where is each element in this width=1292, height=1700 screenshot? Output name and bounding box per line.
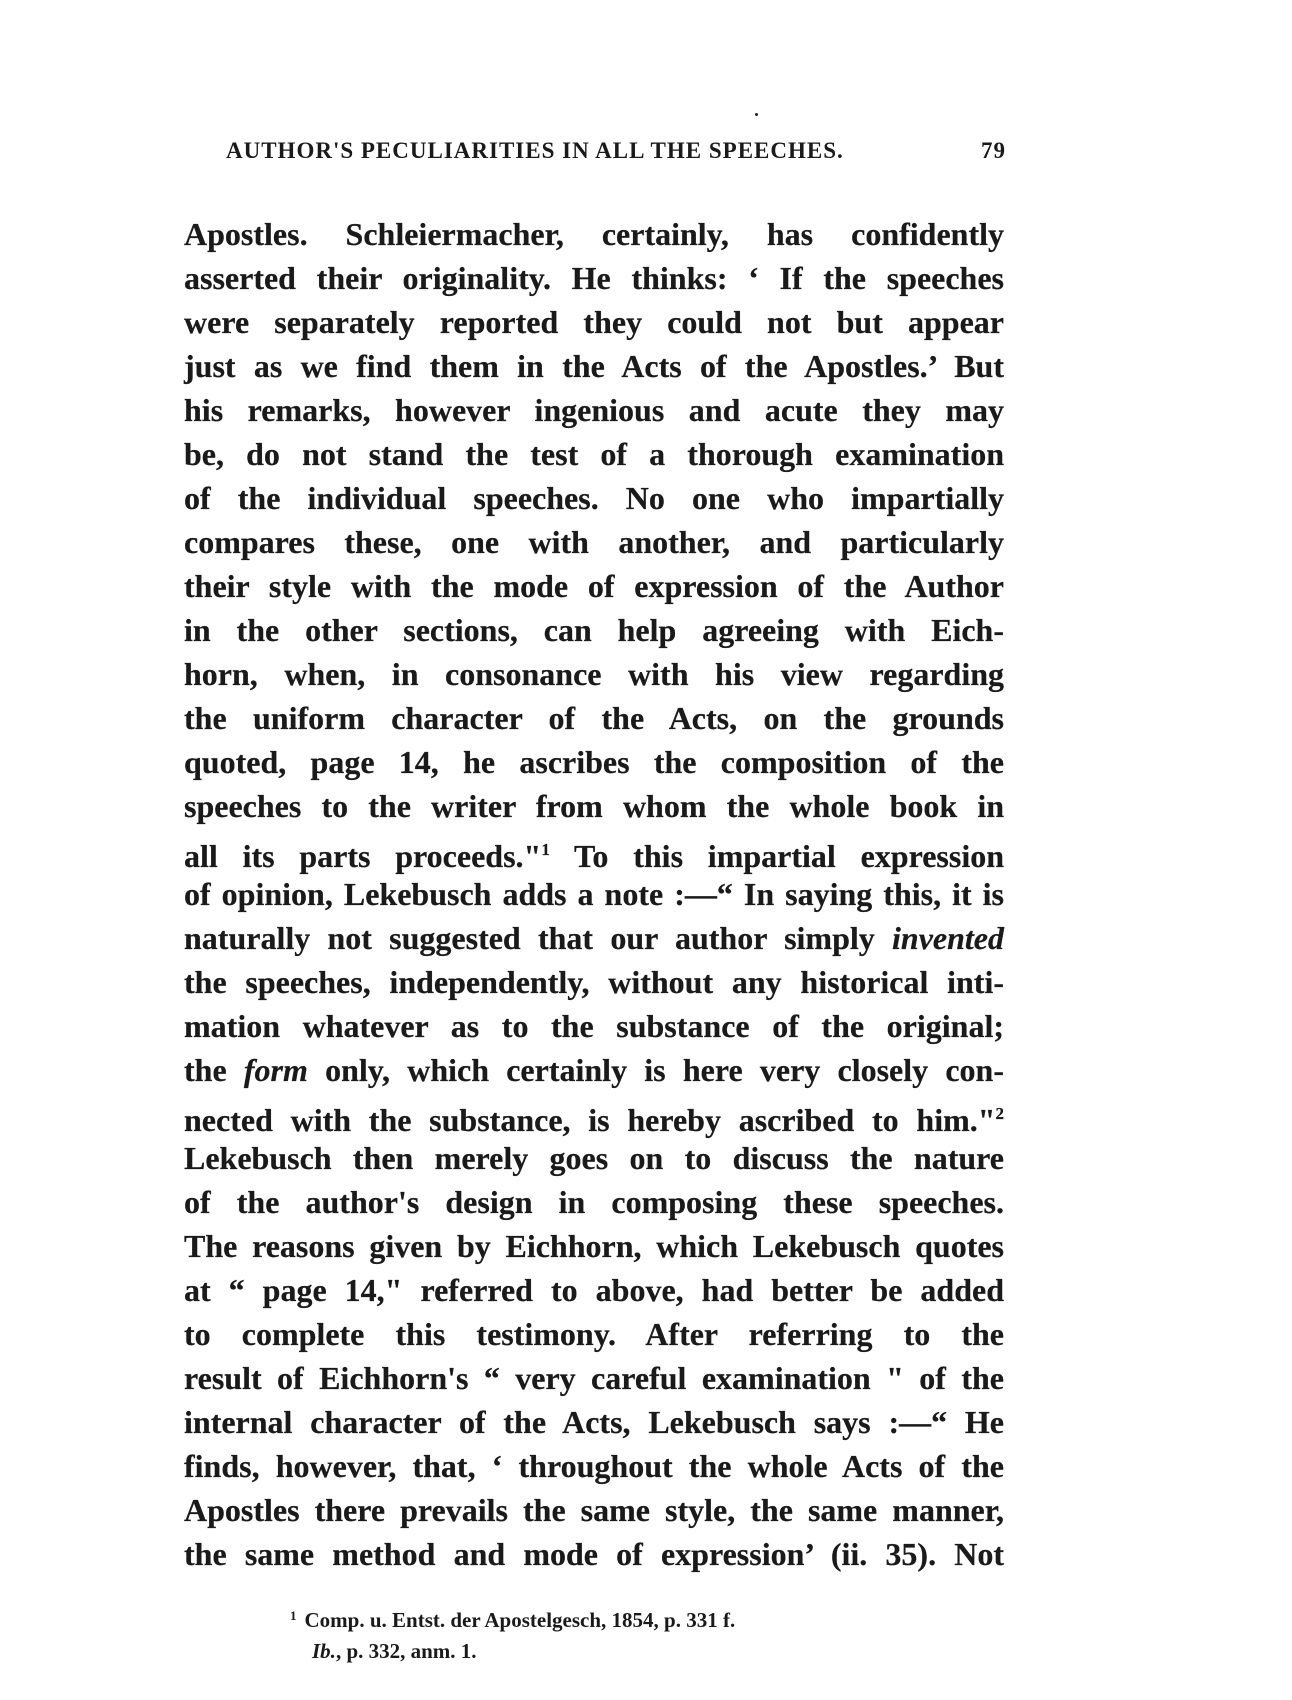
text-segment: were separately reported they could not but appear xyxy=(184,304,1004,340)
text-segment: his remarks, however ingenious and acute they may xyxy=(184,392,1004,428)
text-line xyxy=(184,1048,1004,1092)
text-segment: speeches to the writer from whom the whole book in xyxy=(184,788,1004,824)
text-line xyxy=(184,1136,1004,1180)
footnote-1 xyxy=(290,1600,735,1636)
text-segment: Apostles. Schleiermacher, certainly, has confidently xyxy=(184,216,1004,252)
text-line xyxy=(184,1224,1004,1268)
text-line xyxy=(184,1488,1004,1532)
text-line xyxy=(184,652,1004,696)
text-line xyxy=(184,300,1004,344)
text-segment: horn, when, in consonance with his view regarding xyxy=(184,656,1004,692)
text-line xyxy=(184,960,1004,1004)
text-segment: naturally not suggested that our author simply xyxy=(184,920,893,956)
text-segment: nected with the substance, is hereby ascribed to him." xyxy=(184,1102,996,1138)
text-segment: of the individual speeches. No one who impartially xyxy=(184,480,1004,516)
footnote-reference: 1 xyxy=(541,840,550,859)
footnote-reference: 2 xyxy=(995,1104,1004,1123)
text-segment: the same method and mode of expression’ (ii. 35). Not xyxy=(184,1536,1004,1572)
footnotes xyxy=(290,1600,735,1667)
text-segment: to complete this testimony. After referring to the xyxy=(184,1316,1004,1352)
text-line xyxy=(184,1312,1004,1356)
italic-text: form xyxy=(243,1052,308,1088)
text-line xyxy=(184,344,1004,388)
text-segment: quoted, page 14, he ascribes the composition of the xyxy=(184,744,1004,780)
text-line xyxy=(184,1400,1004,1444)
body-text xyxy=(184,212,1004,1576)
footnote-italic: Ib. xyxy=(312,1639,336,1663)
text-line xyxy=(184,828,1004,872)
text-line xyxy=(184,1180,1004,1224)
text-line xyxy=(184,388,1004,432)
text-line xyxy=(184,696,1004,740)
footnote-text: Comp. u. Entst. der Apostelgesch, 1854, p. 331 f. xyxy=(304,1608,736,1632)
footnote-2 xyxy=(290,1636,735,1667)
text-line xyxy=(184,1356,1004,1400)
text-segment: internal character of the Acts, Lekebusch says :—“ He xyxy=(184,1404,1004,1440)
text-line xyxy=(184,784,1004,828)
text-line xyxy=(184,432,1004,476)
text-segment: be, do not stand the test of a thorough examination xyxy=(184,436,1004,472)
text-segment: at “ page 14," referred to above, had better be added xyxy=(184,1272,1004,1308)
text-segment: finds, however, that, ‘ throughout the whole Acts of the xyxy=(184,1448,1004,1484)
text-segment: Apostles there prevails the same style, the same manner, xyxy=(184,1492,1004,1528)
text-segment: Lekebusch then merely goes on to discuss the nature xyxy=(184,1140,1004,1176)
text-line xyxy=(184,1092,1004,1136)
text-segment: their style with the mode of expression of the Author xyxy=(184,568,1004,604)
text-segment: all its parts proceeds." xyxy=(184,838,542,874)
italic-text: invented xyxy=(892,920,1004,956)
text-segment: of the author's design in composing these speeches. xyxy=(184,1184,1004,1220)
text-segment: mation whatever as to the substance of the original; xyxy=(184,1008,1004,1044)
page-number: 79 xyxy=(981,138,1006,163)
text-line xyxy=(184,256,1004,300)
text-line xyxy=(184,872,1004,916)
footnote-mark: 1 xyxy=(290,1608,297,1623)
text-line xyxy=(184,1004,1004,1048)
text-line xyxy=(184,520,1004,564)
text-segment: just as we find them in the Acts of the Apostles.’ But xyxy=(184,348,1004,384)
text-line xyxy=(184,916,1004,960)
text-line xyxy=(184,608,1004,652)
text-segment: in the other sections, can help agreeing with Eich- xyxy=(184,612,1004,648)
scan-speck xyxy=(755,113,758,116)
text-segment: result of Eichhorn's “ very careful examination " of the xyxy=(184,1360,1004,1396)
footnote-text: , p. 332, anm. 1. xyxy=(335,1639,477,1663)
text-line xyxy=(184,564,1004,608)
text-segment: The reasons given by Eichhorn, which Lekebusch quotes xyxy=(184,1228,1004,1264)
text-segment: the uniform character of the Acts, on the grounds xyxy=(184,700,1004,736)
text-line xyxy=(184,1532,1004,1576)
text-segment: the speeches, independently, without any historical inti- xyxy=(184,964,1004,1000)
text-line xyxy=(184,476,1004,520)
text-segment: To this impartial expression xyxy=(549,838,1005,874)
text-segment: asserted their originality. He thinks: ‘ If the speeches xyxy=(184,260,1004,296)
text-line xyxy=(184,740,1004,784)
text-line xyxy=(184,1268,1004,1312)
running-header xyxy=(226,138,1006,164)
text-segment: compares these, one with another, and particularly xyxy=(184,524,1004,560)
text-line xyxy=(184,212,1004,256)
text-line xyxy=(184,1444,1004,1488)
text-segment: the xyxy=(184,1052,244,1088)
text-segment: of opinion, Lekebusch adds a note :—“ In saying this, it is xyxy=(184,876,1004,912)
running-title: AUTHOR'S PECULIARITIES IN ALL THE SPEECHES. xyxy=(226,138,844,163)
text-segment: only, which certainly is here very closely con- xyxy=(307,1052,1005,1088)
